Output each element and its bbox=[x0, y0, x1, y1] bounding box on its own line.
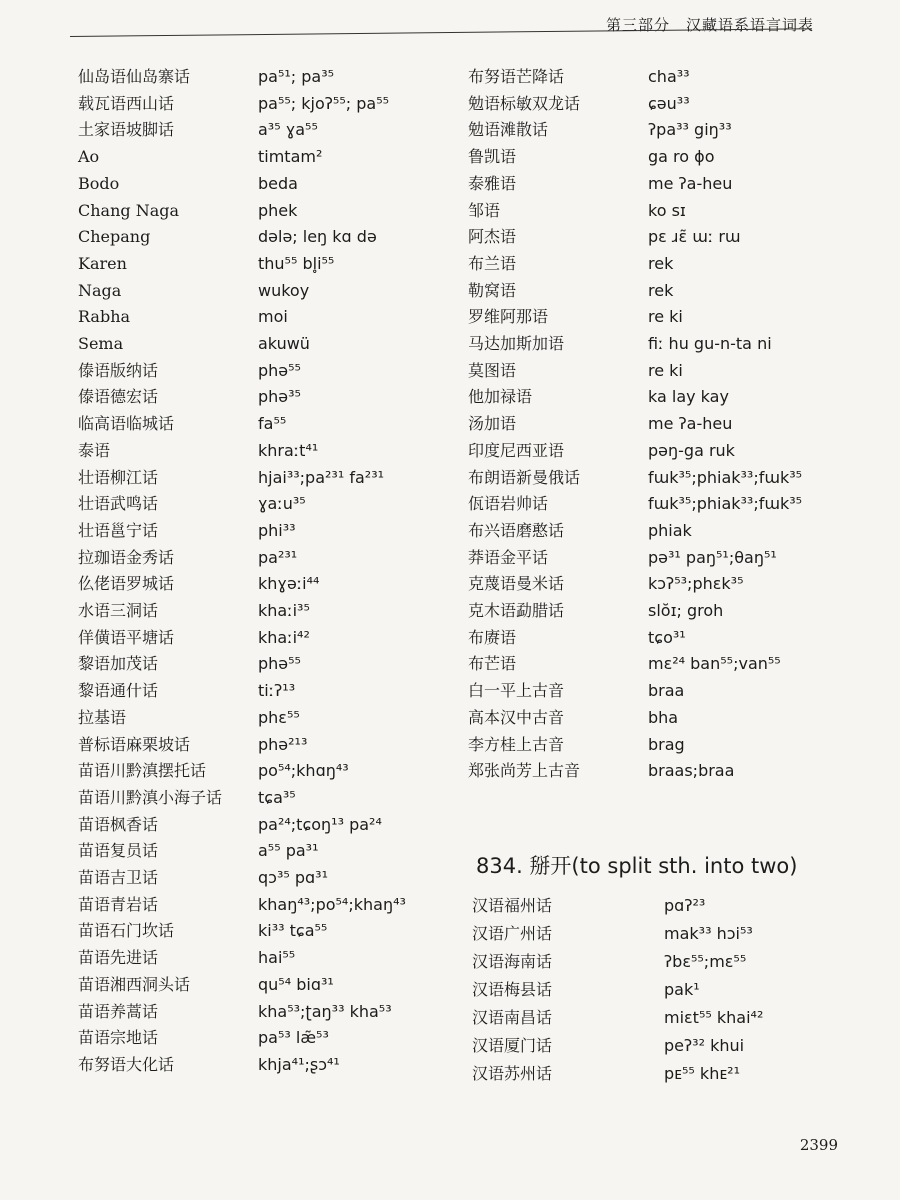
word-form: bha bbox=[648, 707, 679, 727]
entry-row bbox=[78, 545, 438, 571]
language-name: 莽语金平话 bbox=[468, 547, 549, 567]
language-name: Karen bbox=[78, 253, 127, 273]
entry-row bbox=[468, 278, 848, 304]
word-form: cha³³ bbox=[648, 67, 690, 86]
word-form: pɛ ɹɛ̃ ɯː rɯ bbox=[648, 227, 741, 247]
language-name: 汉语厦门话 bbox=[472, 1036, 553, 1055]
language-name: 黎语通什话 bbox=[78, 681, 159, 701]
entry-row bbox=[78, 999, 438, 1025]
word-form: khaŋ⁴³;po⁵⁴;khaŋ⁴³ bbox=[258, 894, 406, 914]
entry-row bbox=[78, 705, 438, 731]
entry-row bbox=[78, 972, 438, 998]
entry-row bbox=[78, 598, 438, 624]
word-form: peʔ³² khui bbox=[664, 1036, 745, 1055]
entry-row bbox=[468, 171, 848, 197]
language-name: 汤加语 bbox=[468, 414, 517, 434]
entry-row bbox=[78, 117, 438, 143]
entry-row bbox=[78, 892, 438, 918]
entry-row bbox=[78, 678, 438, 704]
word-form: mɛ²⁴ ban⁵⁵;van⁵⁵ bbox=[648, 654, 781, 674]
language-name: Sema bbox=[78, 334, 124, 353]
word-form: pəŋ-ga ruk bbox=[648, 440, 735, 460]
language-name: 泰雅语 bbox=[468, 173, 517, 193]
word-form: ɣaːu³⁵ bbox=[258, 494, 306, 514]
entry-row bbox=[78, 918, 438, 944]
word-form: kha⁵³;ʈaŋ³³ kha⁵³ bbox=[258, 1001, 392, 1021]
language-name: 布赓语 bbox=[468, 627, 517, 647]
language-name: 莫图语 bbox=[468, 360, 517, 380]
word-form: miɛt⁵⁵ khai⁴² bbox=[664, 1008, 764, 1027]
word-form: ko sɪ bbox=[648, 200, 686, 220]
word-form: hjai³³;pa²³¹ fa²³¹ bbox=[258, 467, 385, 487]
word-form: ʔpa³³ giŋ³³ bbox=[648, 120, 732, 140]
word-form: thu⁵⁵ bl̥i⁵⁵ bbox=[258, 253, 335, 273]
word-form: pa⁵¹; pa³⁵ bbox=[258, 67, 335, 86]
language-name: 郑张尚芳上古音 bbox=[468, 761, 581, 781]
language-name: 拉珈语金秀话 bbox=[78, 547, 175, 567]
entry-row bbox=[78, 945, 438, 971]
entry-row bbox=[468, 91, 848, 117]
language-name: 白一平上古音 bbox=[468, 681, 565, 701]
word-form: phə⁵⁵ bbox=[258, 360, 301, 380]
entry-row bbox=[78, 758, 438, 784]
entry-row bbox=[468, 358, 848, 384]
entry-row bbox=[472, 1033, 852, 1059]
language-name: 布努语大化话 bbox=[78, 1054, 175, 1074]
language-name: 苗语川黔滇小海子话 bbox=[78, 787, 223, 807]
entry-row bbox=[78, 491, 438, 517]
entry-row bbox=[78, 625, 438, 651]
language-name: 勉语滩散话 bbox=[468, 120, 549, 140]
word-form: tiːʔ¹³ bbox=[258, 681, 296, 701]
word-form: timtam² bbox=[258, 147, 323, 167]
word-form: rek bbox=[648, 253, 674, 273]
entry-row bbox=[78, 278, 438, 304]
entry-row bbox=[468, 117, 848, 143]
entry-row bbox=[78, 865, 438, 891]
word-form: khaːi⁴² bbox=[258, 627, 310, 647]
word-form: phɛ⁵⁵ bbox=[258, 707, 300, 727]
language-name: 高本汉中古音 bbox=[468, 707, 565, 727]
word-form: ʔbɛ⁵⁵;mɛ⁵⁵ bbox=[664, 952, 747, 971]
entry-row bbox=[468, 384, 848, 410]
language-name: 阿杰语 bbox=[468, 227, 517, 247]
entry-row bbox=[78, 304, 438, 330]
word-form: brag bbox=[648, 734, 685, 754]
language-name: 布芒语 bbox=[468, 654, 517, 674]
language-name: 他加禄语 bbox=[468, 387, 533, 407]
language-name: 佯僙语平塘话 bbox=[78, 627, 175, 647]
entry-row bbox=[78, 91, 438, 117]
entry-row bbox=[468, 678, 848, 704]
entry-row bbox=[78, 384, 438, 410]
word-form: phek bbox=[258, 200, 298, 220]
entry-row bbox=[472, 921, 852, 947]
language-name: 苗语青岩话 bbox=[78, 894, 159, 914]
entry-row bbox=[78, 571, 438, 597]
entry-row bbox=[468, 304, 848, 330]
language-name: 邹语 bbox=[468, 200, 501, 220]
entry-row bbox=[78, 411, 438, 437]
word-form: braas;braa bbox=[648, 761, 735, 781]
entry-row bbox=[78, 358, 438, 384]
word-form: phiak bbox=[648, 520, 692, 540]
word-form: pa⁵⁵; kjoʔ⁵⁵; pa⁵⁵ bbox=[258, 93, 390, 113]
entry-row bbox=[472, 1061, 852, 1087]
language-name: 临高语临城话 bbox=[78, 414, 175, 434]
word-form: khaːi³⁵ bbox=[258, 601, 310, 620]
section-heading: 834. 掰开(to split sth. into two) bbox=[476, 854, 798, 878]
entry-row bbox=[78, 1025, 438, 1051]
word-form: a³⁵ ɣa⁵⁵ bbox=[258, 120, 318, 140]
language-name: 勉语标敏双龙话 bbox=[468, 93, 581, 113]
language-name: 苗语复员话 bbox=[78, 841, 159, 861]
entry-row bbox=[468, 491, 848, 517]
word-form: phə³⁵ bbox=[258, 387, 301, 407]
word-form: dələ; leŋ kɑ də bbox=[258, 227, 377, 247]
entry-row bbox=[468, 571, 848, 597]
language-name: 泰语 bbox=[78, 440, 111, 460]
page-number: 2399 bbox=[799, 1136, 838, 1154]
entry-row bbox=[468, 518, 848, 544]
word-form: rek bbox=[648, 280, 674, 300]
entry-row bbox=[468, 651, 848, 677]
entry-row bbox=[468, 64, 848, 90]
language-name: 壮语邕宁话 bbox=[78, 520, 159, 540]
word-form: qu⁵⁴ biɑ³¹ bbox=[258, 974, 334, 994]
entry-row bbox=[472, 949, 852, 975]
word-form: beda bbox=[258, 173, 298, 193]
language-name: 布努语芒降话 bbox=[468, 67, 565, 86]
word-form: ka lay kay bbox=[648, 387, 729, 407]
language-name: 载瓦语西山话 bbox=[78, 93, 175, 113]
word-form: braa bbox=[648, 681, 685, 701]
word-form: me ʔa-heu bbox=[648, 173, 733, 193]
word-form: fɯk³⁵;phiak³³;fɯk³⁵ bbox=[648, 494, 803, 514]
language-name: 土家语坡脚话 bbox=[78, 120, 175, 140]
entry-row bbox=[468, 438, 848, 464]
language-name: 布兴语磨憨话 bbox=[468, 520, 565, 540]
entry-row bbox=[78, 785, 438, 811]
running-header: 第三部分 汉藏语系语言词表 bbox=[605, 16, 814, 34]
entry-row bbox=[468, 224, 848, 250]
language-name: 傣语版纳话 bbox=[78, 360, 159, 380]
language-name: Chang Naga bbox=[78, 200, 180, 220]
word-form: a⁵⁵ pa³¹ bbox=[258, 841, 319, 861]
entry-row bbox=[468, 625, 848, 651]
language-name: 汉语广州话 bbox=[472, 924, 553, 943]
language-name: 汉语海南话 bbox=[472, 952, 553, 971]
entry-row bbox=[78, 198, 438, 224]
language-name: 汉语梅县话 bbox=[472, 980, 553, 999]
language-name: 苗语宗地话 bbox=[78, 1028, 159, 1048]
entry-row bbox=[78, 171, 438, 197]
language-name: 佤语岩帅话 bbox=[468, 494, 549, 514]
entry-row bbox=[78, 224, 438, 250]
language-name: Rabha bbox=[78, 307, 131, 327]
entry-row bbox=[78, 331, 438, 357]
entry-row bbox=[468, 758, 848, 784]
language-name: 苗语川黔滇摆托话 bbox=[78, 761, 207, 781]
language-name: 仫佬语罗城话 bbox=[78, 574, 175, 594]
language-name: 苗语石门坎话 bbox=[78, 921, 175, 941]
language-name: Ao bbox=[78, 147, 100, 167]
word-form: khɣəːi⁴⁴ bbox=[258, 574, 320, 594]
entry-row bbox=[472, 1005, 852, 1031]
language-name: 傣语德宏话 bbox=[78, 387, 159, 407]
entry-row bbox=[468, 732, 848, 758]
word-form: ɕəu³³ bbox=[648, 93, 690, 113]
entry-row bbox=[78, 438, 438, 464]
word-form: pᴇ⁵⁵ khᴇ²¹ bbox=[664, 1064, 741, 1083]
entry-row bbox=[468, 331, 848, 357]
entry-row bbox=[78, 1052, 438, 1078]
word-form: me ʔa-heu bbox=[648, 414, 733, 434]
entry-row bbox=[468, 411, 848, 437]
language-name: 克蔑语曼米话 bbox=[468, 574, 565, 594]
language-name: 汉语福州话 bbox=[472, 896, 553, 915]
language-name: 印度尼西亚语 bbox=[468, 440, 565, 460]
language-name: 勒窝语 bbox=[468, 280, 517, 300]
word-form: ga ro ɸo bbox=[648, 147, 715, 167]
word-form: po⁵⁴;khɑŋ⁴³ bbox=[258, 761, 349, 781]
entry-row bbox=[468, 705, 848, 731]
entry-row bbox=[468, 598, 848, 624]
language-name: 布朗语新曼俄话 bbox=[468, 467, 581, 487]
word-form: kɔʔ⁵³;phɛk³⁵ bbox=[648, 574, 744, 594]
word-form: qɔ³⁵ pɑ³¹ bbox=[258, 868, 328, 887]
language-name: 汉语南昌话 bbox=[472, 1008, 553, 1027]
word-form: hai⁵⁵ bbox=[258, 948, 296, 968]
entry-row bbox=[468, 251, 848, 277]
language-name: 水语三洞话 bbox=[78, 601, 159, 620]
word-form: tɕa³⁵ bbox=[258, 787, 296, 807]
word-form: ki³³ tɕa⁵⁵ bbox=[258, 921, 328, 941]
word-form: akuwü bbox=[258, 334, 310, 353]
entry-row bbox=[78, 144, 438, 170]
language-name: 鲁凯语 bbox=[468, 147, 517, 167]
word-form: pa⁵³ læ̃⁵³ bbox=[258, 1028, 329, 1048]
word-form: phi³³ bbox=[258, 520, 296, 540]
entry-row bbox=[78, 732, 438, 758]
language-name: 苗语先进话 bbox=[78, 948, 159, 968]
word-form: tɕo³¹ bbox=[648, 627, 686, 647]
language-name: 马达加斯加语 bbox=[468, 334, 565, 353]
language-name: 罗维阿那语 bbox=[468, 307, 549, 327]
word-form: khja⁴¹;ʂɔ⁴¹ bbox=[258, 1054, 340, 1074]
entry-row bbox=[468, 144, 848, 170]
entry-row bbox=[78, 518, 438, 544]
word-form: slŏɪ; groh bbox=[648, 601, 724, 620]
word-form: fa⁵⁵ bbox=[258, 414, 287, 434]
word-form: wukoy bbox=[258, 280, 310, 300]
word-form: moi bbox=[258, 307, 288, 327]
language-name: 壮语柳江话 bbox=[78, 467, 159, 487]
entry-row bbox=[78, 64, 438, 90]
word-form: phə⁵⁵ bbox=[258, 654, 301, 674]
word-form: re ki bbox=[648, 307, 683, 327]
language-name: 汉语苏州话 bbox=[472, 1064, 553, 1083]
language-name: 苗语湘西洞头话 bbox=[78, 974, 191, 994]
word-form: pak¹ bbox=[664, 980, 700, 999]
language-name: Chepang bbox=[78, 227, 151, 247]
word-form: fiː hu gu-n-ta ni bbox=[648, 334, 772, 353]
entry-row bbox=[78, 251, 438, 277]
word-form: pə³¹ paŋ⁵¹;θaŋ⁵¹ bbox=[648, 547, 777, 567]
language-name: Naga bbox=[78, 280, 122, 300]
entry-row bbox=[468, 465, 848, 491]
entry-row bbox=[472, 893, 852, 919]
word-form: phə²¹³ bbox=[258, 734, 308, 754]
language-name: 普标语麻栗坡话 bbox=[78, 734, 191, 754]
word-form: mak³³ hɔi⁵³ bbox=[664, 924, 753, 943]
language-name: 黎语加茂话 bbox=[78, 654, 159, 674]
language-name: 壮语武鸣话 bbox=[78, 494, 159, 514]
language-name: Bodo bbox=[78, 173, 120, 193]
entry-row bbox=[78, 651, 438, 677]
language-name: 布兰语 bbox=[468, 253, 517, 273]
language-name: 克木语勐腊话 bbox=[468, 601, 565, 620]
word-form: re ki bbox=[648, 360, 683, 380]
word-form: khraːt⁴¹ bbox=[258, 440, 319, 460]
language-name: 拉基语 bbox=[78, 707, 127, 727]
language-name: 仙岛语仙岛寨话 bbox=[78, 67, 191, 86]
entry-row bbox=[472, 977, 852, 1003]
entry-row bbox=[468, 198, 848, 224]
language-name: 苗语吉卫话 bbox=[78, 868, 159, 887]
entry-row bbox=[78, 465, 438, 491]
word-form: pɑʔ²³ bbox=[664, 896, 706, 915]
word-form: pa²⁴;tɕoŋ¹³ pa²⁴ bbox=[258, 814, 382, 834]
language-name: 李方桂上古音 bbox=[468, 734, 565, 754]
entry-row bbox=[78, 838, 438, 864]
entry-row bbox=[78, 812, 438, 838]
word-form: pa²³¹ bbox=[258, 547, 298, 567]
word-form: fɯk³⁵;phiak³³;fɯk³⁵ bbox=[648, 467, 803, 487]
entry-row bbox=[468, 545, 848, 571]
language-name: 苗语养蒿话 bbox=[78, 1001, 159, 1021]
language-name: 苗语枫香话 bbox=[78, 814, 159, 834]
